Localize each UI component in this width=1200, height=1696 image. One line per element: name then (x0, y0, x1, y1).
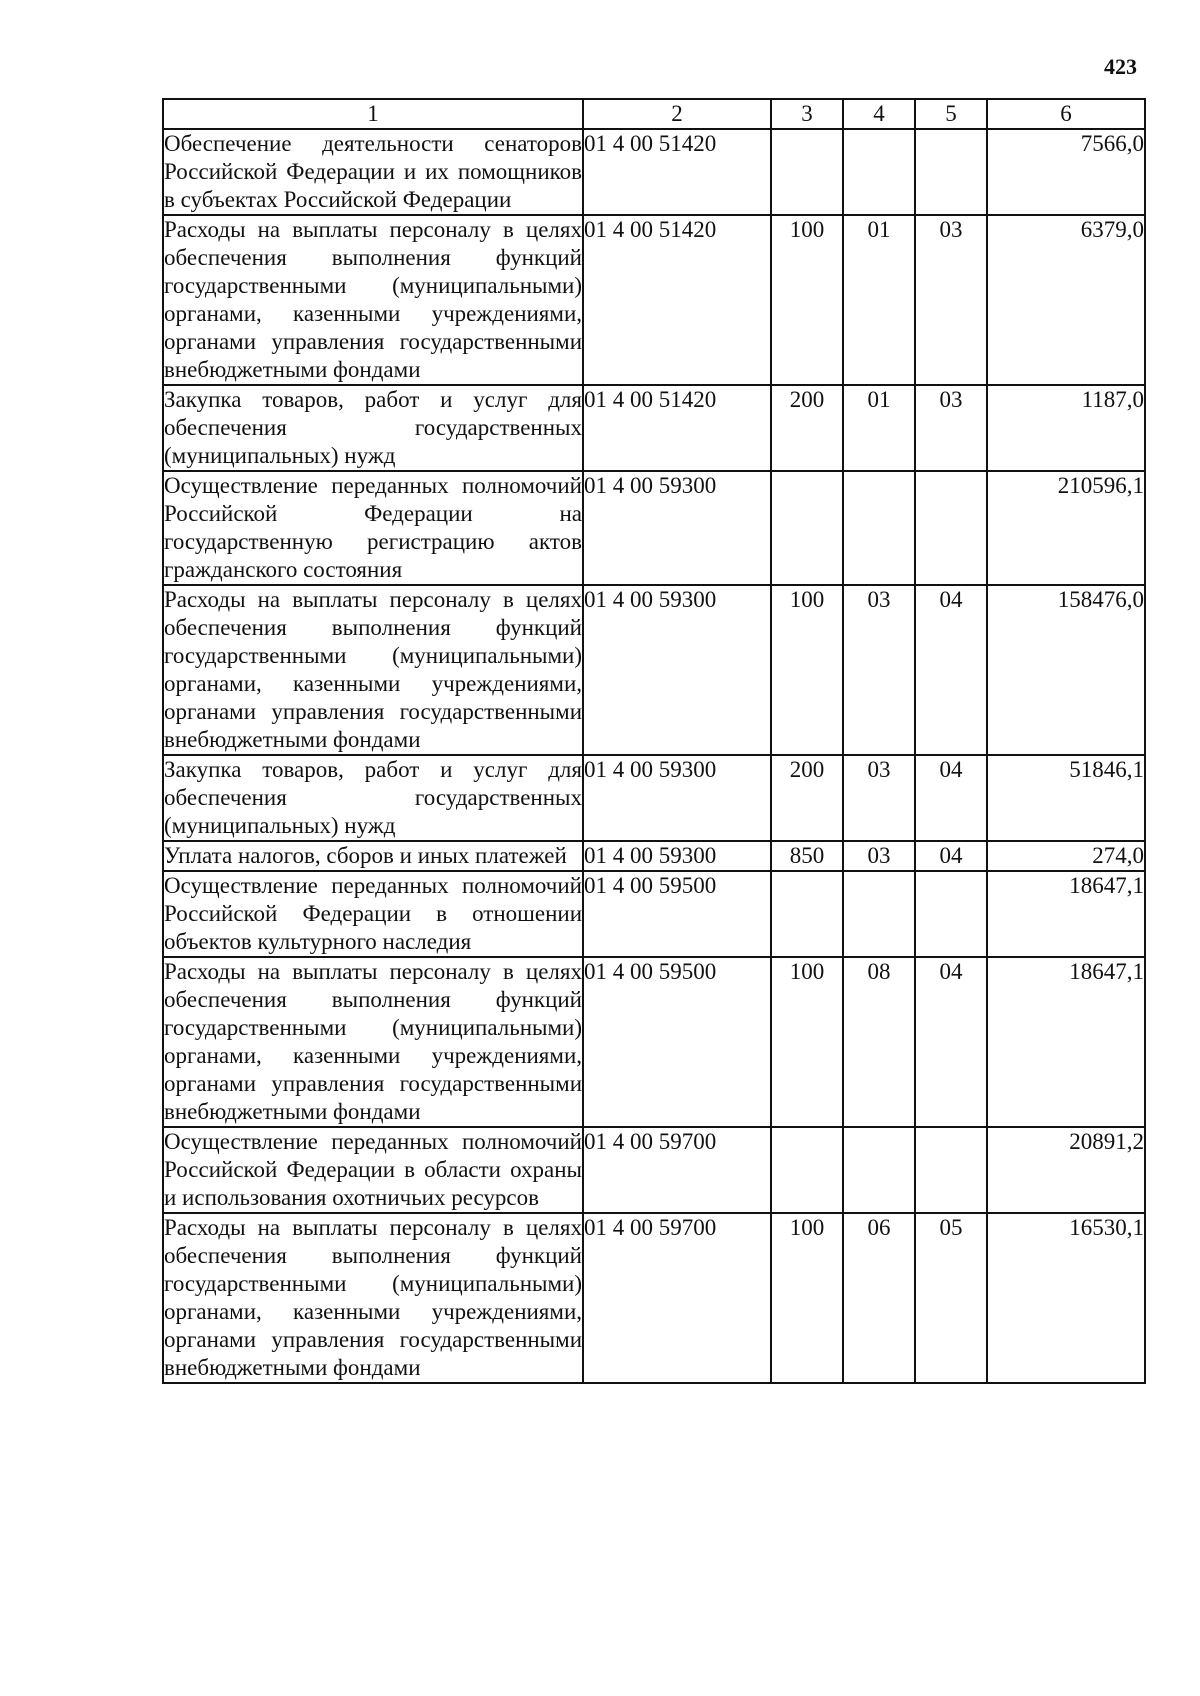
table-row (163, 1213, 1145, 1383)
row-expense-type: 850 (771, 841, 843, 871)
table-body (163, 129, 1145, 1383)
row-description: Расходы на выплаты персоналу в целях обеспечения выполнения функций государственными (муниципальными) органами, казенными учреждениями, органами управления государственными внебюджетными фондами (163, 1213, 583, 1383)
row-target-code: 01 4 00 59300 (583, 585, 771, 755)
row-expense-type: 200 (771, 755, 843, 841)
row-amount: 51846,1 (987, 755, 1145, 841)
row-subsection: 03 (915, 385, 987, 471)
row-subsection: 05 (915, 1213, 987, 1383)
row-section: 03 (843, 755, 915, 841)
page-number: 423 (1104, 54, 1137, 79)
row-description: Уплата налогов, сборов и иных платежей (163, 841, 583, 871)
row-description: Обеспечение деятельности сенаторов Российской Федерации и их помощников в субъектах Российской Федерации (163, 129, 583, 215)
row-target-code: 01 4 00 59300 (583, 471, 771, 585)
header-row (163, 99, 1145, 129)
row-amount: 1187,0 (987, 385, 1145, 471)
row-section: 01 (843, 215, 915, 385)
row-target-code: 01 4 00 51420 (583, 129, 771, 215)
row-amount: 7566,0 (987, 129, 1145, 215)
table-row (163, 841, 1145, 871)
table-row (163, 585, 1145, 755)
row-subsection: 04 (915, 841, 987, 871)
row-subsection (915, 871, 987, 957)
row-section (843, 871, 915, 957)
row-section (843, 471, 915, 585)
row-description: Закупка товаров, работ и услуг для обеспечения государственных (муниципальных) нужд (163, 755, 583, 841)
column-header-6: 6 (987, 99, 1145, 129)
row-target-code: 01 4 00 59300 (583, 755, 771, 841)
table-row (163, 1127, 1145, 1213)
row-expense-type: 100 (771, 1213, 843, 1383)
row-description: Осуществление переданных полномочий Российской Федерации на государственную регистрацию актов гражданского состояния (163, 471, 583, 585)
row-expense-type: 200 (771, 385, 843, 471)
row-expense-type (771, 871, 843, 957)
row-target-code: 01 4 00 59300 (583, 841, 771, 871)
column-header-4: 4 (843, 99, 915, 129)
row-description: Осуществление переданных полномочий Российской Федерации в области охраны и использования охотничьих ресурсов (163, 1127, 583, 1213)
row-section: 03 (843, 585, 915, 755)
row-target-code: 01 4 00 51420 (583, 385, 771, 471)
table-row (163, 471, 1145, 585)
row-subsection (915, 1127, 987, 1213)
row-description: Осуществление переданных полномочий Российской Федерации в отношении объектов культурного наследия (163, 871, 583, 957)
row-section: 01 (843, 385, 915, 471)
row-section (843, 1127, 915, 1213)
table-row (163, 755, 1145, 841)
table-row (163, 871, 1145, 957)
table-row (163, 215, 1145, 385)
row-expense-type: 100 (771, 585, 843, 755)
table-row (163, 385, 1145, 471)
table-row (163, 957, 1145, 1127)
row-section: 08 (843, 957, 915, 1127)
column-header-5: 5 (915, 99, 987, 129)
row-subsection: 03 (915, 215, 987, 385)
row-description: Закупка товаров, работ и услуг для обеспечения государственных (муниципальных) нужд (163, 385, 583, 471)
row-amount: 210596,1 (987, 471, 1145, 585)
row-expense-type: 100 (771, 957, 843, 1127)
row-subsection: 04 (915, 585, 987, 755)
row-section: 03 (843, 841, 915, 871)
column-header-3: 3 (771, 99, 843, 129)
row-expense-type (771, 1127, 843, 1213)
table-row (163, 129, 1145, 215)
row-target-code: 01 4 00 59500 (583, 957, 771, 1127)
budget-table (162, 98, 1146, 1384)
row-description: Расходы на выплаты персоналу в целях обеспечения выполнения функций государственными (муниципальными) органами, казенными учреждениями, органами управления государственными внебюджетными фондами (163, 585, 583, 755)
row-section (843, 129, 915, 215)
row-subsection (915, 129, 987, 215)
row-subsection (915, 471, 987, 585)
row-section: 06 (843, 1213, 915, 1383)
row-target-code: 01 4 00 59700 (583, 1213, 771, 1383)
row-description: Расходы на выплаты персоналу в целях обеспечения выполнения функций государственными (муниципальными) органами, казенными учреждениями, органами управления государственными внебюджетными фондами (163, 957, 583, 1127)
column-header-2: 2 (583, 99, 771, 129)
row-expense-type (771, 471, 843, 585)
row-amount: 6379,0 (987, 215, 1145, 385)
row-expense-type: 100 (771, 215, 843, 385)
row-subsection: 04 (915, 755, 987, 841)
row-description: Расходы на выплаты персоналу в целях обеспечения выполнения функций государственными (муниципальными) органами, казенными учреждениями, органами управления государственными внебюджетными фондами (163, 215, 583, 385)
row-target-code: 01 4 00 59500 (583, 871, 771, 957)
row-amount: 16530,1 (987, 1213, 1145, 1383)
row-amount: 20891,2 (987, 1127, 1145, 1213)
row-subsection: 04 (915, 957, 987, 1127)
column-header-1: 1 (163, 99, 583, 129)
row-expense-type (771, 129, 843, 215)
row-target-code: 01 4 00 51420 (583, 215, 771, 385)
row-amount: 18647,1 (987, 871, 1145, 957)
row-amount: 274,0 (987, 841, 1145, 871)
row-amount: 158476,0 (987, 585, 1145, 755)
row-target-code: 01 4 00 59700 (583, 1127, 771, 1213)
row-amount: 18647,1 (987, 957, 1145, 1127)
